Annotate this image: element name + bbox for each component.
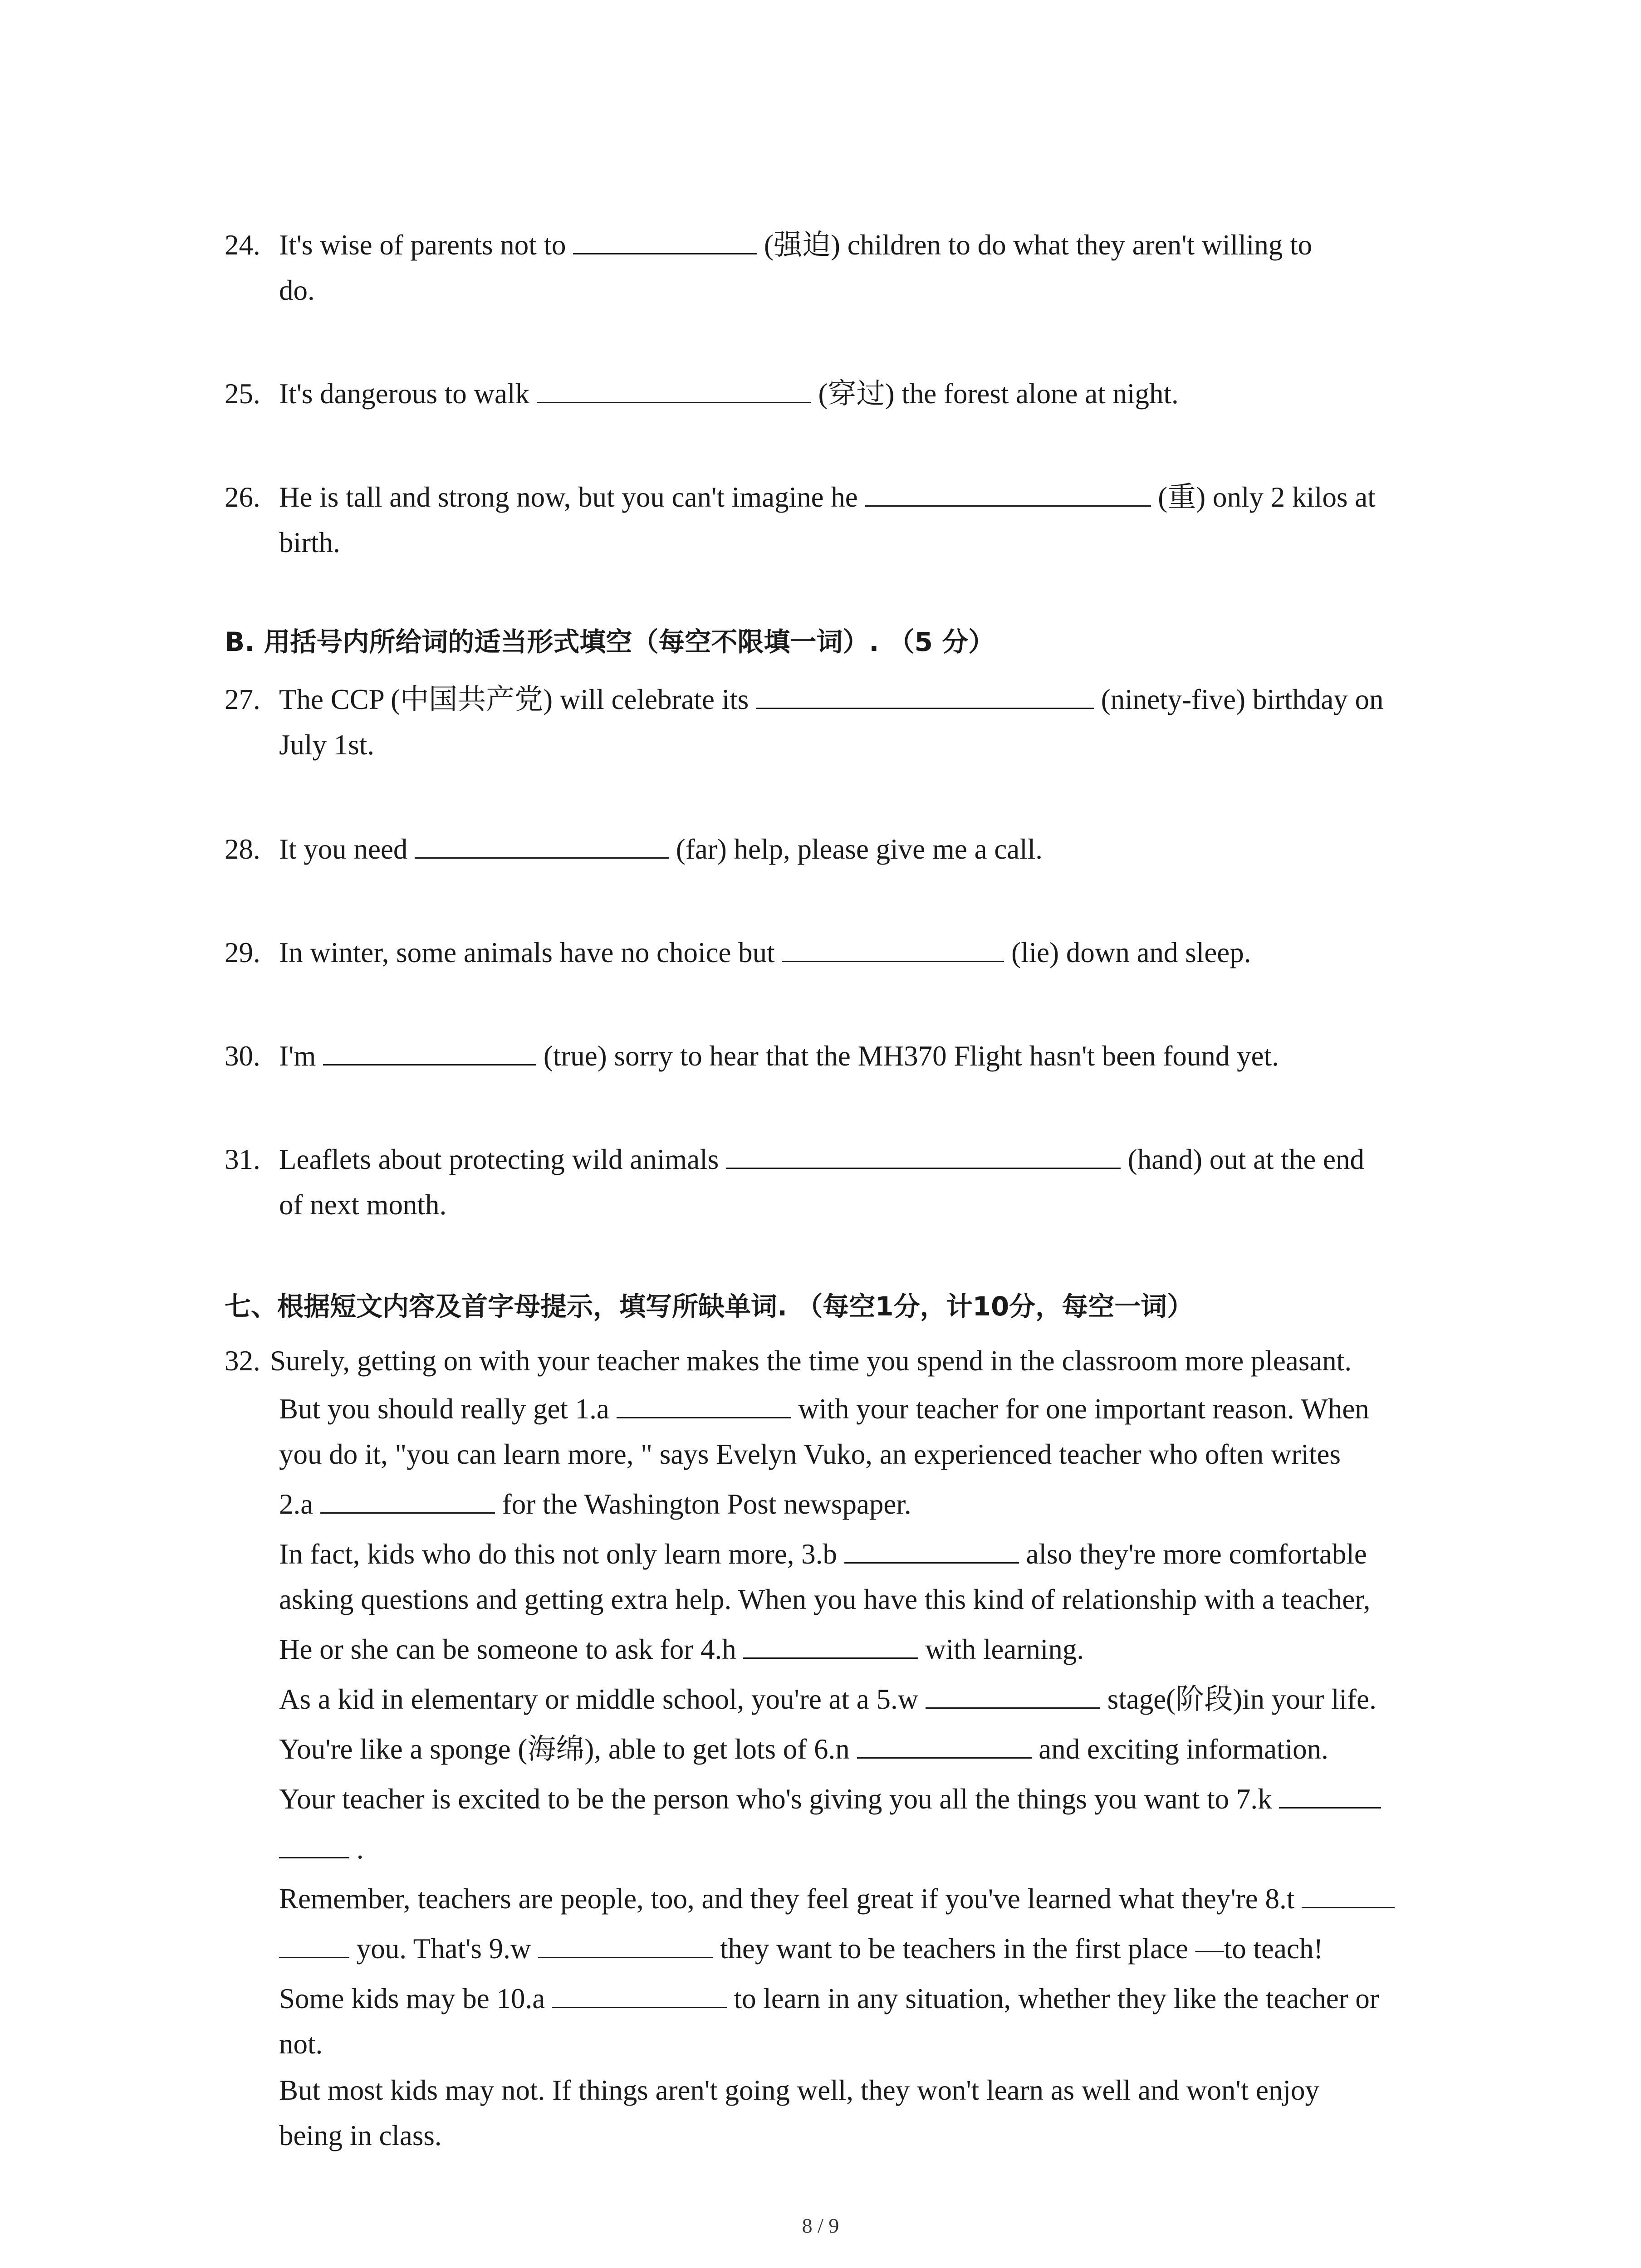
question-text: (强迫) children to do what they aren't willing to xyxy=(757,229,1313,261)
question-text: birth. xyxy=(279,527,340,558)
question-text: (重) only 2 kilos at xyxy=(1151,481,1376,513)
question-number: 24. xyxy=(225,229,260,261)
answer-blank[interactable] xyxy=(573,225,757,254)
question-text: (true) sorry to hear that the MH370 Flight hasn't been found yet. xyxy=(536,1040,1279,1072)
question-text: The CCP (中国共产党) will celebrate its xyxy=(279,684,756,715)
question-number: 32. xyxy=(225,1345,260,1377)
page-number: 8 / 9 xyxy=(802,2214,839,2237)
passage-line: Surely, getting on with your teacher makes the time you spend in the classroom more pleasant. xyxy=(270,1345,1352,1377)
answer-blank-2[interactable] xyxy=(320,1484,495,1514)
answer-blank-4[interactable] xyxy=(743,1629,918,1659)
question-text: I'm xyxy=(279,1040,323,1072)
question-text: (far) help, please give me a call. xyxy=(669,833,1043,865)
question-number: 28. xyxy=(225,833,260,865)
answer-blank-7a[interactable] xyxy=(1279,1779,1381,1809)
answer-blank-8b[interactable] xyxy=(279,1928,349,1958)
question-text: In winter, some animals have no choice but xyxy=(279,937,782,968)
question-text: (lie) down and sleep. xyxy=(1004,937,1251,968)
question-text: It you need xyxy=(279,833,415,865)
question-text: It's wise of parents not to xyxy=(279,229,573,261)
answer-blank-9[interactable] xyxy=(538,1928,713,1958)
answer-blank-8a[interactable] xyxy=(1302,1878,1395,1908)
question-number: 31. xyxy=(225,1144,260,1175)
answer-blank-3[interactable] xyxy=(844,1534,1019,1564)
exam-page: 24. It's wise of parents not to (强迫) children to do what they aren't willing to do. 25. It's dangerous to walk (穿过) the forest alone at night. 26. He is tall and strong now, but you can't imagine he (重) only 2 kilos at birth. B. 用括号内所给词的适当形式填空（每空不限填一词）. （5 分） 27. The CCP (中国共产党) will celebrate its (ninety-five) birthday on July 1st. 28. It you need (far) help, please give me a call. 29. In winter, some animals have no choice but (lie) down and sleep. 30. I'm (true) sorry to hear that the MH370 Flight hasn't been found yet. 31. Leaflets about protecting wild animals (hand) out at the end of next month. 七、根据短文内容及首字母提示，填写所缺单词. （每空1分，计10分，每空一词） 32. Surely, getting on with your teacher makes the time you spend in the classroom more pleasant. But you should really get 1.a with your teacher for one important reason. When you do it, "you can learn more, " says Evelyn Vuko, an experienced teacher who often writes 2.a for the Washington Post newspaper. In fact, kids who do this not only learn more, 3.b also they're more comfortable asking questions and getting extra help. When you have this kind of relationship with a teacher, He or she can be someone to ask for 4.h with learning. As a kid in elementary or middle school, you're at a 5.w stage(阶段)in your life. You're like a sponge (海绵), able to get lots of 6.n and exciting information. Your teacher is excited to be the person who's giving you all the things you want to 7.k . Remember, teachers are people, too, and they feel great if you've learned what they're 8.t you. That's 9.w they want to be teachers in the first place —to teach! Some kids may be 10.a to learn in any situation, whether they like the teacher or not. But most kids may not. If things aren't going well, they won't learn as well and won't enjoy being in class. 8 / 9 xyxy=(0,0,1641,2268)
question-text: July 1st. xyxy=(279,729,375,761)
answer-blank[interactable] xyxy=(323,1036,536,1066)
question-text: (ninety-five) birthday on xyxy=(1093,684,1384,715)
question-text: Leaflets about protecting wild animals xyxy=(279,1144,726,1175)
answer-blank[interactable] xyxy=(865,477,1151,507)
answer-blank[interactable] xyxy=(726,1139,1121,1169)
answer-blank[interactable] xyxy=(782,932,1004,962)
question-text: It's dangerous to walk xyxy=(279,378,537,410)
question-number: 29. xyxy=(225,937,260,968)
question-text: do. xyxy=(279,274,315,306)
answer-blank[interactable] xyxy=(415,829,669,859)
answer-blank[interactable] xyxy=(756,679,1094,709)
answer-blank-5[interactable] xyxy=(926,1679,1100,1709)
answer-blank[interactable] xyxy=(537,373,811,403)
question-number: 27. xyxy=(225,684,260,715)
question-text: He is tall and strong now, but you can't imagine he xyxy=(279,481,865,513)
question-text: of next month. xyxy=(279,1189,447,1221)
answer-blank-7b[interactable] xyxy=(279,1828,349,1858)
question-number: 26. xyxy=(225,481,260,513)
answer-blank-10[interactable] xyxy=(552,1978,727,2008)
answer-blank-6[interactable] xyxy=(857,1729,1032,1759)
question-number: 25. xyxy=(225,378,260,410)
question-text: (hand) out at the end xyxy=(1120,1144,1365,1175)
question-text: (穿过) the forest alone at night. xyxy=(811,378,1179,410)
answer-blank-1[interactable] xyxy=(617,1388,791,1418)
question-number: 30. xyxy=(225,1040,260,1072)
